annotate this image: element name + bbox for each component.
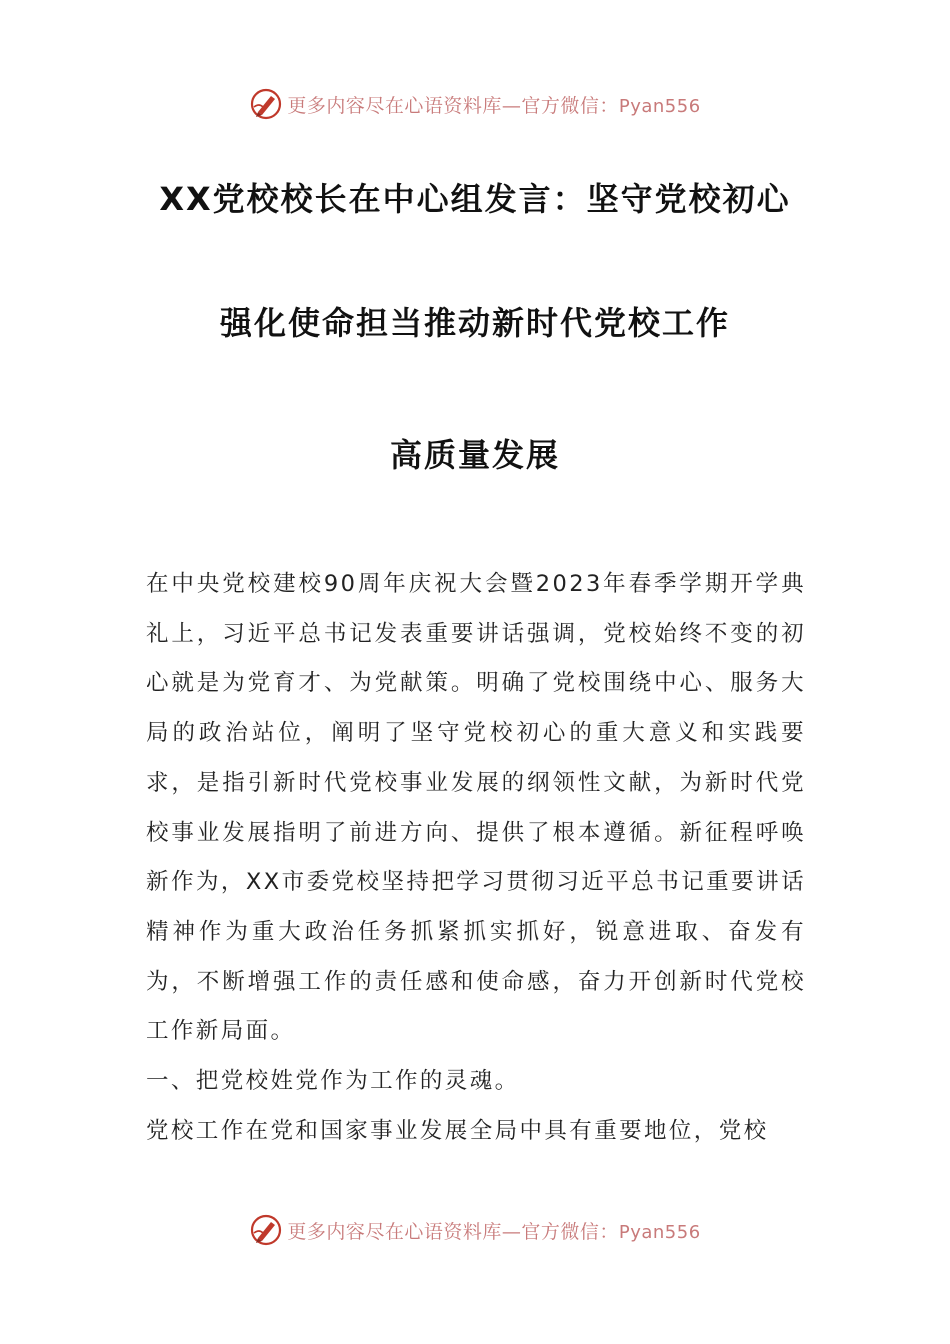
body-paragraph: 在中央党校建校90周年庆祝大会暨2023年春季学期开学典礼上，习近平总书记发表重要讲话强调，党校始终不变的初心就是为党育才、为党献策。明确了党校围绕中心、服务大局的政治站位，阐明了坚守党校初心的重大意义和实践要求，是指引新时代党校事业发展的纲领性文献，为新时代党校事业发展指明了前进方向、提供了根本遵循。新征程呼唤新作为，XX市委党校坚持把学习贯彻习近平总书记重要讲话精神作为重大政治任务抓紧抓实抓好，锐意进取、奋发有为，不断增强工作的责任感和使命感，奋力开创新时代党校工作新局面。 xyxy=(146,571,806,1045)
document-title-line-3: 高质量发展 xyxy=(389,436,560,474)
header-watermark xyxy=(0,82,950,126)
document-body xyxy=(146,560,806,1156)
section-heading: 一、把党校姓党作为工作的灵魂。 xyxy=(146,1068,520,1095)
watermark-text: 更多内容尽在心语资料库—官方微信：Pyan556 xyxy=(287,1220,701,1243)
body-paragraph: 党校工作在党和国家事业发展全局中具有重要地位，党校 xyxy=(146,1117,769,1144)
pen-logo-icon xyxy=(249,87,283,121)
document-title-line-2: 强化使命担当推动新时代党校工作 xyxy=(219,304,730,342)
watermark-text: 更多内容尽在心语资料库—官方微信：Pyan556 xyxy=(287,94,701,117)
document-title-line-1: XX党校校长在中心组发言：坚守党校初心 xyxy=(159,180,791,218)
pen-logo-icon xyxy=(249,1213,283,1247)
watermark-id: Pyan556 xyxy=(618,1221,701,1243)
footer-watermark xyxy=(0,1208,950,1252)
watermark-id: Pyan556 xyxy=(618,95,701,117)
